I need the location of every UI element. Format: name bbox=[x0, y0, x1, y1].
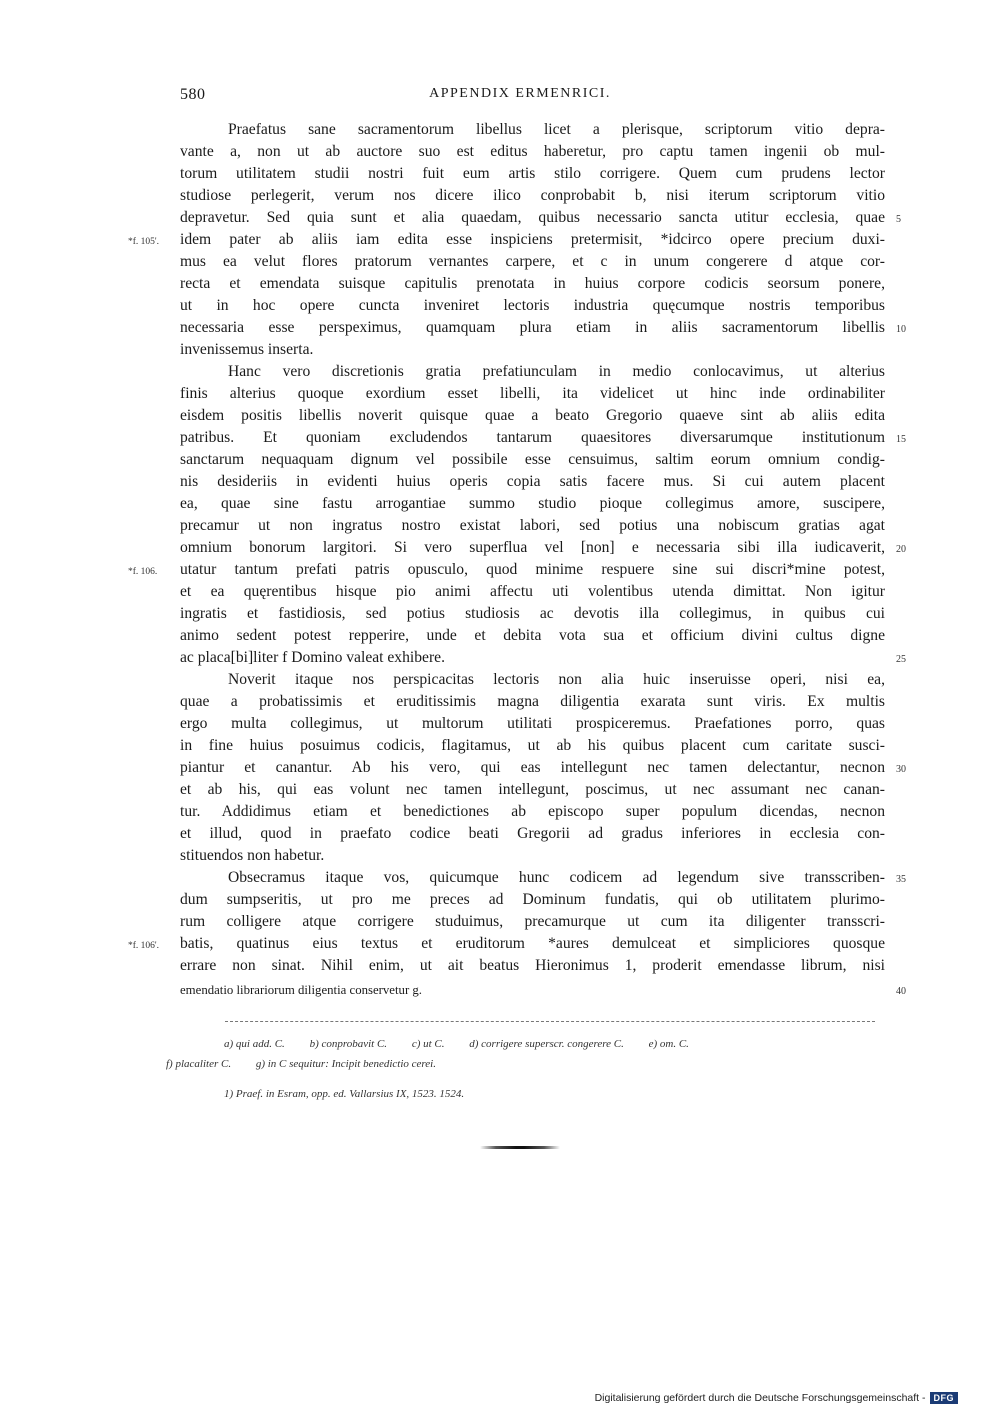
line-number: 30 bbox=[896, 764, 906, 775]
text-line: Hanc vero discretionis gratia prefatiunculam in medio conlocavimus, ut alterius bbox=[228, 363, 885, 380]
folio-note: *f. 106'. bbox=[128, 941, 160, 951]
text-line: Noverit itaque nos perspicacitas lectoris non alia huic inseruisse operi, nisi ea, bbox=[228, 671, 885, 688]
text-line: finis alterius quoque exordium esset libelli, ita videlicet ut hinc inde ordinabiliter bbox=[180, 385, 885, 402]
line-number: 25 bbox=[896, 654, 906, 665]
text-line: Praefatus sane sacramentorum libellus licet a plerisque, scriptorum vitio depra- bbox=[228, 121, 885, 138]
text-line: in fine huius posuimus codicis, flagitamus, ut ab his quibus placent cum caritate susci- bbox=[180, 737, 885, 754]
text-line: depravetur. Sed quia sunt et alia quaedam, quibus necessario sancta utitur ecclesia, quae bbox=[180, 209, 885, 226]
footnote: e) om. C. bbox=[648, 1038, 689, 1050]
text-line: ut in hoc opere cuncta inveniret lectoris industria quęcumque nostris temporibus bbox=[180, 297, 885, 314]
text-line: errare non sinat. Nihil enim, ut ait beatus Hieronimus 1, proderit emendasse librum, nisi bbox=[180, 957, 885, 974]
text-line: studiose perlegerit, verum nos dicere ilico conprobabit b, nisi iterum scriptorum vitio bbox=[180, 187, 885, 204]
text-line: vante a, non ut ab auctore suo est editus haberetur, pro captu tamen ingenii ob mul- bbox=[180, 143, 885, 160]
text-line: tur. Addidimus etiam et benedictiones ab episcopo super populum dicendas, necnon bbox=[180, 803, 885, 820]
text-line: torum utilitatem studii nostri fuit eum artis stilo corrigere. Quem cum prudens lector bbox=[180, 165, 885, 182]
text-line: idem pater ab aliis iam edita esse inspiciens pretermisit, *idcirco opere precium duxi- bbox=[180, 231, 885, 248]
text-line: ergo multa collegimus, ut multorum utilitati prospiceremus. Praefationes porro, quas bbox=[180, 715, 885, 732]
footnote-source: 1) Praef. in Esram, opp. ed. Vallarsius IX, 1523. 1524. bbox=[224, 1088, 465, 1100]
folio-note: *f. 106. bbox=[128, 567, 158, 577]
line-number: 15 bbox=[896, 434, 906, 445]
text-line: necessaria esse perspeximus, quamquam plura etiam in aliis sacramentorum libellis bbox=[180, 319, 885, 336]
text-line: utatur tantum prefati patris opusculo, quod minime respuere sine sui discri*mine potest, bbox=[180, 561, 885, 578]
text-line: omnium bonorum largitori. Si vero superflua vel [non] e necessaria sibi illa iudicaverit, bbox=[180, 539, 885, 556]
line-number: 35 bbox=[896, 874, 906, 885]
text-line: animo sedent potest repperire, unde et debita vota sua et officium divini cultus digne bbox=[180, 627, 885, 644]
dfg-logo-icon: DFG bbox=[930, 1392, 959, 1404]
text-line: nis desideriis in evidenti huius operis copia satis facere mus. Si cui autem placent bbox=[180, 473, 885, 490]
line-number: 40 bbox=[896, 986, 906, 997]
text-line: mus ea velut flores pratorum vernantes carpere, et c in unum congerere d atque cor- bbox=[180, 253, 885, 270]
text-line: ea, quae sine fastu arrogantiae summo studio pioque collegimus amore, suscipere, bbox=[180, 495, 885, 512]
digitization-credit bbox=[595, 1392, 958, 1404]
text-line: batis, quatinus eius textus et eruditorum *aures demulceat et simpliciores quosque bbox=[180, 935, 885, 952]
line-number: 20 bbox=[896, 544, 906, 555]
footnote: f) placaliter C. bbox=[166, 1058, 232, 1070]
footnote: c) ut C. bbox=[411, 1038, 445, 1050]
text-line: emendatio librariorum diligentia conservetur g. bbox=[180, 983, 422, 997]
folio-note: *f. 105'. bbox=[128, 237, 160, 247]
footnote: a) qui add. C. bbox=[224, 1038, 285, 1050]
running-head: APPENDIX ERMENRICI. bbox=[429, 86, 611, 101]
footnote: b) conprobavit C. bbox=[309, 1038, 388, 1050]
text-line: ingratis et fastidiosis, sed potius studiosis ac devotis illa collegimus, in quibus cui bbox=[180, 605, 885, 622]
credit-text: Digitalisierung gefördert durch die Deutsche Forschungsgemeinschaft - bbox=[594, 1392, 926, 1404]
text-line: patribus. Et quoniam excludendos tantarum quaesitores diversarumque institutionum bbox=[180, 429, 885, 446]
text-line: stituendos non habetur. bbox=[180, 847, 325, 864]
text-line: sanctarum nequaquam dignum vel possibile esse censuimus, saltim eorum omnium condig- bbox=[180, 451, 885, 468]
text-line: ac placa[bi]liter f Domino valeat exhibere. bbox=[180, 649, 445, 666]
page-number: 580 bbox=[180, 86, 206, 103]
line-number: 5 bbox=[896, 214, 901, 225]
text-line: et ab his, qui eas volunt nec tamen intellegunt, poscimus, ut nec assumant nec canan- bbox=[180, 781, 885, 798]
footnote-divider bbox=[225, 1021, 875, 1022]
text-line: et ea quęrentibus hisque pio animi affectu uti volentibus utenda dimittat. Non igitur bbox=[180, 583, 885, 600]
footnote-row-variants bbox=[224, 1038, 711, 1050]
footnote: d) corrigere superscr. congerere C. bbox=[469, 1038, 624, 1050]
text-line: quae a probatissimis et eruditissimis magna diligentia exarata sunt viris. Ex multis bbox=[180, 693, 885, 710]
text-line: dum sumpseritis, ut pro me preces ad Dominum fundatis, qui ob utilitatem plurimo- bbox=[180, 891, 885, 908]
end-ornament bbox=[480, 1146, 560, 1149]
text-line: Obsecramus itaque vos, quicumque hunc codicem ad legendum sive transscriben- bbox=[228, 869, 885, 886]
text-line: eisdem positis libellis noverit quisque quae a beato Gregorio quaeve sint ab aliis edita bbox=[180, 407, 885, 424]
text-line: piantur et canantur. Ab his vero, qui eas intellegunt nec tamen delectantur, necnon bbox=[180, 759, 885, 776]
footnote: g) in C sequitur: Incipit benedictio cerei. bbox=[255, 1058, 436, 1070]
footnote-row-variants-2 bbox=[166, 1058, 458, 1070]
text-line: rum colligere atque corrigere studuimus, precamurque ut cum ita diligenter transscri- bbox=[180, 913, 885, 930]
text-line: recta et emendata suisque capitulis prenotata in huius corpore codicis seorsum ponere, bbox=[180, 275, 885, 292]
text-line: et illud, quod in praefato codice beati Gregorii ad gradus inferiores in ecclesia con- bbox=[180, 825, 885, 842]
line-number: 10 bbox=[896, 324, 906, 335]
text-line: invenissemus inserta. bbox=[180, 341, 314, 358]
text-line: precamur ut non ingratus nostro existat labori, sed potius una nobiscum gratias agat bbox=[180, 517, 885, 534]
